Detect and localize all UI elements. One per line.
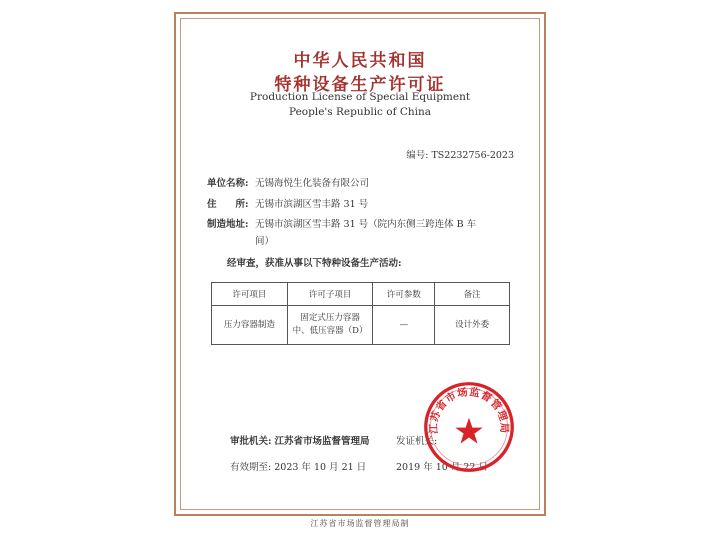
cell-subitem-line2: 中、低压容器（D） xyxy=(292,326,368,336)
title-cn-line2: 特种设备生产许可证 xyxy=(274,75,446,95)
official-seal-icon xyxy=(422,380,516,474)
seal-text: 江苏省市场监督管理局 xyxy=(427,386,511,435)
issuing-authority-label: 发证机关: xyxy=(396,436,438,447)
table-header-row xyxy=(212,283,510,306)
approval-authority-label: 审批机关: xyxy=(230,436,272,447)
mfg-address-label: 制造地址: xyxy=(207,219,249,230)
certificate-number: 编号: TS2232756-2023 xyxy=(406,150,514,161)
header-note: 备注 xyxy=(435,283,510,306)
header-subitem: 许可子项目 xyxy=(287,283,373,306)
address-field xyxy=(207,196,368,210)
issue-date: 2019 年 10 月 22 日 xyxy=(396,462,488,473)
mfg-address-value-line2: 间） xyxy=(255,236,275,247)
validity-value: 2023 年 10 月 21 日 xyxy=(274,462,367,473)
mfg-address-field xyxy=(207,216,476,230)
header-param: 许可参数 xyxy=(373,283,435,306)
validity-label: 有效期至: xyxy=(230,462,272,473)
title-cn-line1: 中华人民共和国 xyxy=(293,51,427,71)
title-en-line2: People's Republic of China xyxy=(288,106,432,118)
cell-item: 压力容器制造 xyxy=(212,306,288,345)
unit-name-value: 无锡海悦生化装备有限公司 xyxy=(255,178,370,189)
approval-authority xyxy=(230,433,370,447)
printed-by-footer: 江苏省市场监督管理局制 xyxy=(310,519,410,528)
title-en-line1: Production License of Special Equipment xyxy=(249,91,471,103)
cell-note: 设计外委 xyxy=(435,306,510,345)
unit-name-field xyxy=(207,175,369,189)
address-label: 住 所: xyxy=(207,199,249,210)
cell-param: — xyxy=(373,306,435,345)
cell-subitem-line1: 固定式压力容器 xyxy=(300,313,360,323)
approval-statement: 经审查，获准从事以下特种设备生产活动: xyxy=(227,258,402,269)
validity xyxy=(230,459,366,473)
address-value: 无锡市滨湖区雪丰路 31 号 xyxy=(255,199,369,210)
cell-subitem xyxy=(287,306,373,345)
unit-name-label: 单位名称: xyxy=(207,178,249,189)
header-item: 许可项目 xyxy=(212,283,288,306)
mfg-address-value-line1: 无锡市滨湖区雪丰路 31 号（院内东侧三跨连体 B 车 xyxy=(255,219,477,230)
license-items-table xyxy=(211,282,510,345)
table-row xyxy=(212,306,510,345)
approval-authority-value: 江苏省市场监督管理局 xyxy=(274,436,370,447)
